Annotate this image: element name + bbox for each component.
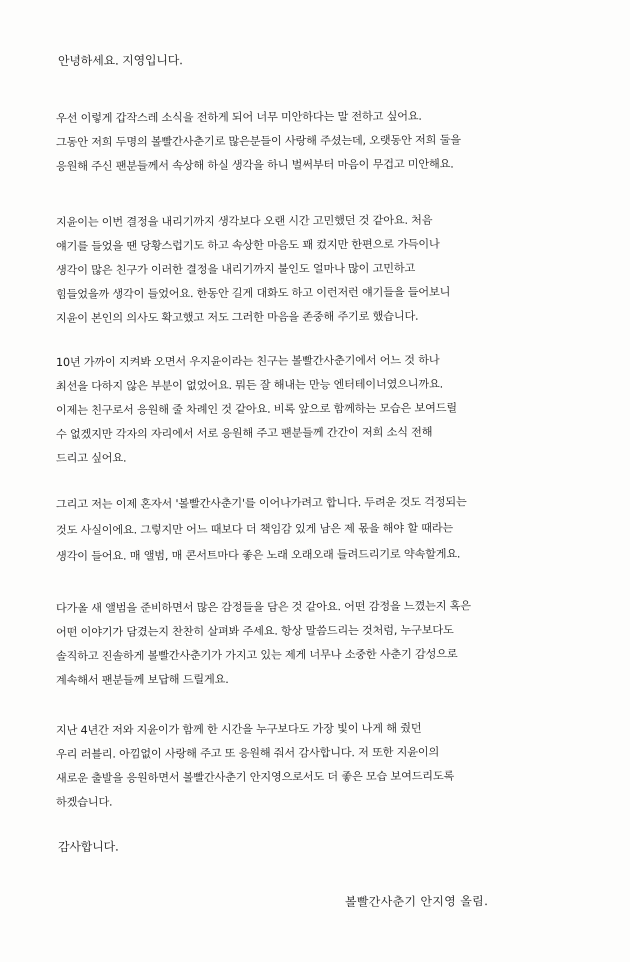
paragraph-4-line-1: 그리고 저는 이제 혼자서 '볼빨간사춘기'를 이어나가려고 합니다. 두려운 것도 걱정되는 (55, 495, 467, 511)
paragraph-2-line-1: 지윤이는 이번 결정을 내리기까지 생각보다 오랜 시간 고민했던 것 같아요. 처음 (55, 213, 433, 229)
closing-thanks: 감사합니다. (57, 839, 119, 854)
paragraph-2-line-2: 얘기를 들었을 땐 당황스럽기도 하고 속상한 마음도 꽤 컸지만 한편으로 가득이나 (55, 237, 440, 253)
paragraph-6-line-1: 지난 4년간 저와 지윤이가 함께 한 시간을 누구보다도 가장 빛이 나게 해 줬던 (55, 721, 422, 737)
paragraph-1-line-3: 응원해 주신 팬분들께서 속상해 하실 생각을 하니 벌써부터 마음이 무겁고 미안해요. (55, 157, 454, 173)
paragraph-3-line-2: 최선을 다하지 않은 부분이 없었어요. 뭐든 잘 해내는 만능 엔터테이너였으니까요. (55, 377, 444, 393)
paragraph-1-line-1: 우선 이렇게 갑작스레 소식을 전하게 되어 너무 미안하다는 말 전하고 싶어요. (55, 109, 422, 125)
paragraph-5-line-1: 다가올 새 앨범을 준비하면서 많은 감정들을 담은 것 같아요. 어떤 감정을 느꼈는지 혹은 (55, 599, 471, 615)
greeting-line: 안녕하세요. 지영입니다. (57, 53, 183, 68)
paragraph-6-line-4: 하겠습니다. (55, 795, 113, 809)
paragraph-5-line-4: 계속해서 팬분들께 보답해 드릴게요. (55, 672, 229, 687)
paragraph-4-line-3: 생각이 들어요. 매 앨범, 매 콘서트마다 좋은 노래 오래오래 들려드리기로 약속할게요. (55, 547, 461, 563)
paragraph-2-line-4: 힘들었을까 생각이 들었어요. 한동안 길게 대화도 하고 이런저런 얘기들을 들어보니 (55, 285, 451, 301)
paragraph-6-line-2: 우리 러블리. 아낌없이 사랑해 주고 또 응원해 줘서 감사합니다. 저 또한 지윤이의 (55, 745, 440, 761)
paragraph-3-line-1: 10년 가까이 지켜봐 오면서 우지윤이라는 친구는 볼빨간사춘기에서 어느 것 하나 (55, 353, 440, 369)
paragraph-4-line-2: 것도 사실이에요. 그렇지만 어느 때보다 더 책임감 있게 남은 제 몫을 해야 할 때라는 (55, 521, 454, 537)
paragraph-1-line-2: 그동안 저희 두명의 볼빨간사춘기로 많은분들이 사랑해 주셨는데, 오랫동안 저희 둘을 (55, 133, 461, 149)
paragraph-5-line-2: 어떤 이야기가 담겼는지 찬찬히 살펴봐 주세요. 항상 말씀드리는 것처럼, 누구보다도 (55, 623, 454, 639)
paragraph-3-line-5: 드리고 싶어요. (55, 451, 127, 465)
signature: 볼빨간사춘기 안지영 올림. (344, 894, 489, 909)
paragraph-3-line-3: 이제는 친구로서 응원해 줄 차례인 것 같아요. 비록 앞으로 함께하는 모습은 보여드릴 (55, 401, 457, 417)
paragraph-3-line-4: 수 없겠지만 각자의 자리에서 서로 응원해 주고 팬분들께 간간이 저희 소식 전해 (55, 425, 433, 441)
paragraph-5-line-3: 솔직하고 진솔하게 볼빨간사춘기가 가지고 있는 제게 너무나 소중한 사춘기 감성으로 (55, 647, 458, 663)
paragraph-6-line-3: 새로운 출발을 응원하면서 볼빨간사춘기 안지영으로서도 더 좋은 모습 보여드리도록 (55, 769, 455, 785)
paragraph-2-line-5: 지윤이 본인의 의사도 확고했고 저도 그러한 마음을 존중해 주기로 했습니다. (55, 309, 419, 325)
paragraph-2-line-3: 생각이 많은 친구가 이러한 결정을 내리기까지 불인도 얼마나 많이 고민하고 (55, 261, 416, 277)
